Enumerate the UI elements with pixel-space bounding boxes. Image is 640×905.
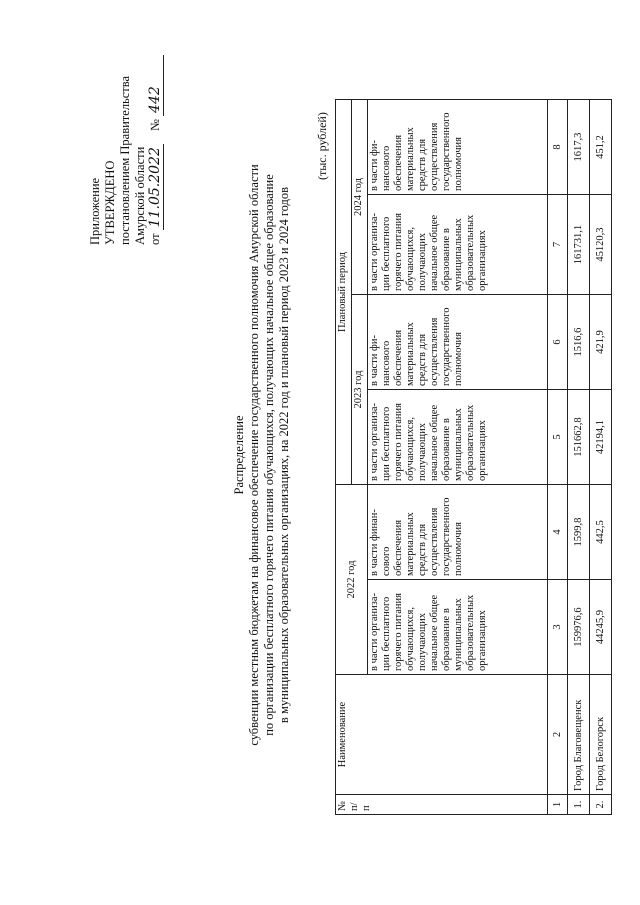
title-line: субвенции местным бюджетам на финансовое обеспечение государственного полномочия Амурской области xyxy=(247,164,261,746)
header-plan-period: Плановый период xyxy=(336,100,352,485)
title-line: по организации бесплатного горячего питания обучающихся, получающих начальное общее образование xyxy=(262,174,276,736)
cell-value: 1599,8 xyxy=(568,485,590,580)
column-number: 4 xyxy=(548,485,568,580)
header-2024: 2024 год xyxy=(352,100,368,295)
cell-value: 159976,6 xyxy=(568,580,590,675)
approval-date: 11.05.2022 xyxy=(148,144,164,230)
approval-line: Приложение xyxy=(88,177,102,245)
approval-line: постановлением Правительства xyxy=(118,75,132,245)
row-name: Город Белогорск xyxy=(590,675,612,795)
header-org-2022: в части организа-ции бесплатного горячего питания обучающихся, получающих начальное общее образование в муниципальных образовательных организациях xyxy=(368,580,548,675)
cell-value: 151662,8 xyxy=(568,390,590,485)
header-number: № п/ п xyxy=(336,795,548,815)
cell-value: 44245,9 xyxy=(590,580,612,675)
cell-value: 1617,3 xyxy=(568,100,590,195)
distribution-table xyxy=(335,99,612,815)
approval-number: 442 xyxy=(148,55,164,116)
cell-value: 45120,3 xyxy=(590,195,612,295)
approval-line: УТВЕРЖДЕНО xyxy=(103,160,117,245)
header-org-2023: в части организа-ции бесплатного горячего питания обучающихся, получающих начальное общее образование в муниципальных образовательных организациях xyxy=(368,390,548,485)
number-prefix: № xyxy=(148,119,162,132)
column-number: 8 xyxy=(548,100,568,195)
column-number: 7 xyxy=(548,195,568,295)
approval-block xyxy=(88,55,164,245)
cell-value: 42194,1 xyxy=(590,390,612,485)
header-fin-2024: в части фи-нансового обеспечения материальных средств для осуществления государственного полномочия xyxy=(368,100,548,195)
row-number: 2. xyxy=(590,795,612,815)
column-number: 3 xyxy=(548,580,568,675)
document-title: Распределение xyxy=(232,415,246,495)
cell-value: 442,5 xyxy=(590,485,612,580)
column-number: 2 xyxy=(548,675,568,795)
row-name: Город Благовещенск xyxy=(568,675,590,795)
cell-value: 421,9 xyxy=(590,295,612,390)
units-label: (тыс. рублей) xyxy=(315,112,329,180)
header-2022: 2022 год xyxy=(336,485,368,675)
header-org-2024: в части организа-ции бесплатного горячего питания обучающихся, получающих начальное общее образование в муниципальных образовательных организациях xyxy=(368,195,548,295)
row-number: 1. xyxy=(568,795,590,815)
cell-value: 451,2 xyxy=(590,100,612,195)
header-fin-2022: в части финан-сового обеспечения материальных средств для осуществления государственного полномочия xyxy=(368,485,548,580)
approval-date-line xyxy=(148,55,164,245)
header-name: Наименование xyxy=(336,675,548,795)
header-2023: 2023 год xyxy=(352,295,368,485)
table-row xyxy=(590,100,612,815)
date-prefix: от xyxy=(148,233,162,245)
table-row xyxy=(568,100,590,815)
column-number: 1 xyxy=(548,795,568,815)
column-number: 5 xyxy=(548,390,568,485)
column-number: 6 xyxy=(548,295,568,390)
header-fin-2023: в части фи-нансового обеспечения материальных средств для осуществления государственного полномочия xyxy=(368,295,548,390)
cell-value: 161731,1 xyxy=(568,195,590,295)
approval-line: Амурской области xyxy=(133,146,147,245)
title-line: в муниципальных образовательных организациях, на 2022 год и плановый период 2023 и 2024 годов xyxy=(277,186,291,724)
cell-value: 1516,6 xyxy=(568,295,590,390)
